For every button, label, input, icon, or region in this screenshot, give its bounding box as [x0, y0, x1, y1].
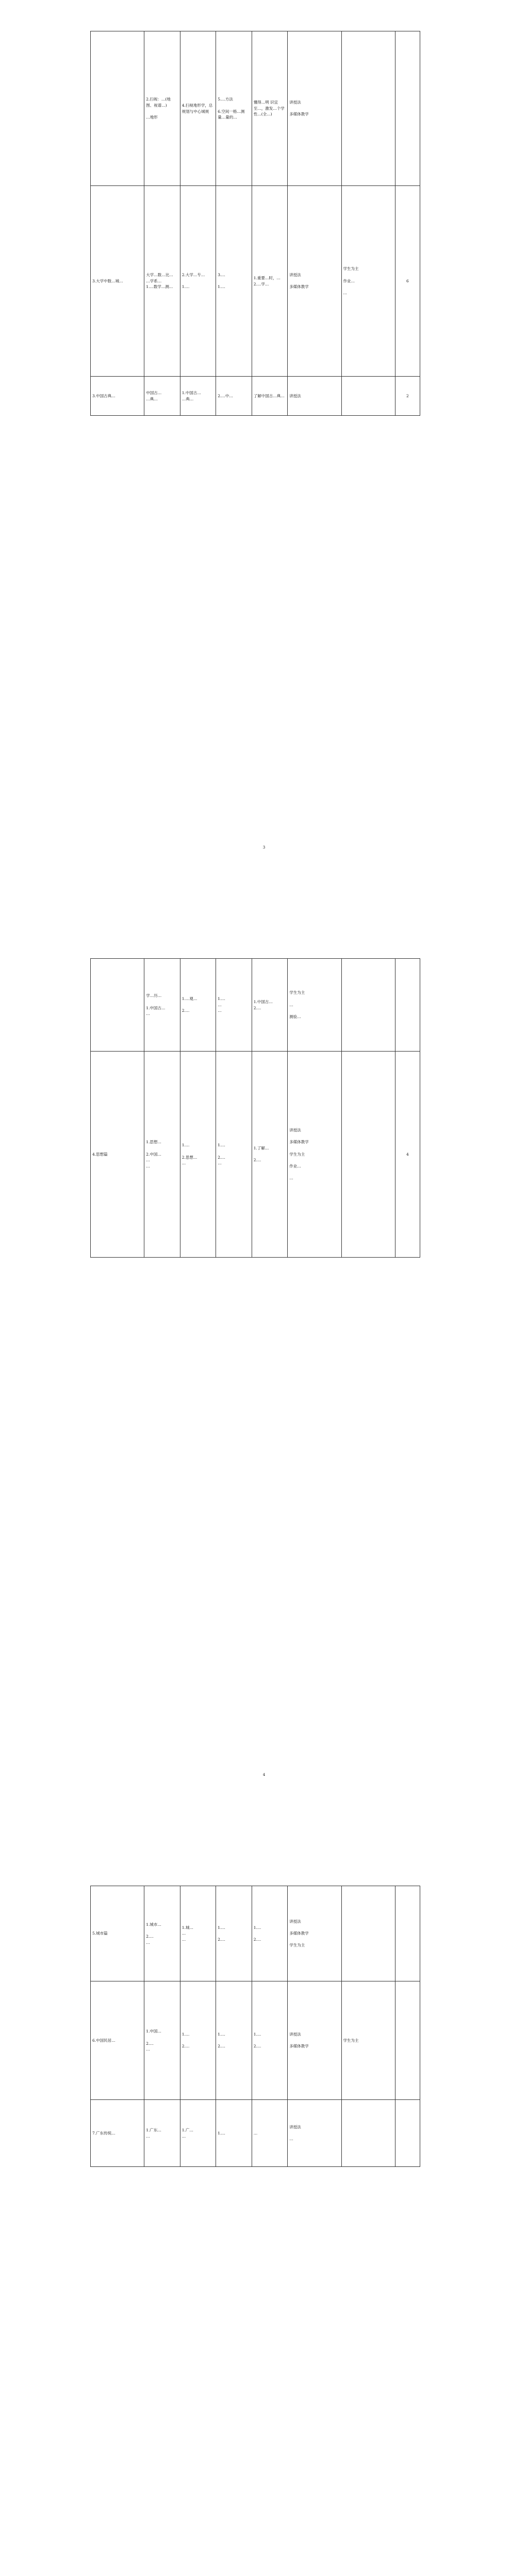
content-cell: 3.… 1.… — [216, 186, 252, 377]
module-cell: 4.思想篇 — [91, 1052, 144, 1258]
support-cell — [341, 1886, 395, 1981]
content-cell: 1.… 2.… — [216, 1886, 252, 1981]
hours-cell — [395, 2100, 420, 2167]
support-cell — [341, 959, 395, 1052]
support-cell — [341, 31, 395, 186]
support-cell — [341, 2100, 395, 2167]
method-cell: 学生为主 … 测验… — [288, 959, 341, 1052]
module-cell: 6.中国民居… — [91, 1981, 144, 2100]
content-cell: 1.广东… … — [144, 2100, 180, 2167]
content-cell: 5.…方法 6.空间一格…测量…量的… — [216, 31, 252, 186]
table-row — [91, 1981, 420, 2100]
module-cell: 3.中国古典… — [91, 377, 144, 416]
support-cell: 学生为主 作业… … — [341, 186, 395, 377]
table-row — [91, 31, 420, 186]
page-1 — [0, 0, 528, 876]
hours-cell — [395, 1886, 420, 1981]
hours-cell: 4 — [395, 1052, 420, 1258]
content-cell: 1.… … … — [216, 959, 252, 1052]
page-2 — [0, 927, 528, 1803]
goal-cell: 1.… 2.… — [252, 1886, 288, 1981]
method-cell: 讲授法 … — [288, 2100, 341, 2167]
page-3 — [0, 1855, 528, 2576]
content-cell: 2.扫视：…(地图、视谱…) …地形 — [144, 31, 180, 186]
support-cell — [341, 377, 395, 416]
content-cell: 1.… 2.… — [180, 1981, 216, 2100]
goal-cell: 了解中国古…典… — [252, 377, 288, 416]
content-cell: 1.广… … — [180, 2100, 216, 2167]
hours-cell: 6 — [395, 186, 420, 377]
content-cell: 1.城… … … — [180, 1886, 216, 1981]
hours-cell — [395, 1981, 420, 2100]
table-row — [91, 959, 420, 1052]
support-cell — [341, 1052, 395, 1258]
content-cell: 1.…观… 2.… — [180, 959, 216, 1052]
syllabus-table-page-3 — [90, 1886, 420, 2167]
goal-cell: … — [252, 2100, 288, 2167]
content-cell: 学…历… 1.中国古… … — [144, 959, 180, 1052]
content-cell: 大学…数…比… …学系… 1.…数学…测… — [144, 186, 180, 377]
module-cell: 5.城市篇 — [91, 1886, 144, 1981]
content-cell: 1.… 2.思想… … — [180, 1052, 216, 1258]
content-cell: 1.中国… 2.… … — [144, 1981, 180, 2100]
table-row — [91, 2100, 420, 2167]
method-cell: 讲授法 多媒体教学 学生为主 作业… … — [288, 1052, 341, 1258]
hours-cell: 2 — [395, 377, 420, 416]
table-row — [91, 186, 420, 377]
content-cell: 2.大学…专… 1.… — [180, 186, 216, 377]
page-number: 4 — [262, 1772, 266, 1777]
table-row — [91, 1052, 420, 1258]
module-cell: 7.广东传统… — [91, 2100, 144, 2167]
method-cell: 讲授法 多媒体教学 — [288, 31, 341, 186]
module-cell: 3.大学中数…城… — [91, 186, 144, 377]
module-cell — [91, 959, 144, 1052]
goal-cell: 懂得…明 识宜至…，激发…个学性…(全…) — [252, 31, 288, 186]
content-cell: 1.… 2.… — [216, 1981, 252, 2100]
goal-cell: 1.了解… 2.… — [252, 1052, 288, 1258]
module-cell — [91, 31, 144, 186]
content-cell: 1.… — [216, 2100, 252, 2167]
content-cell: 1.中国古… …典… — [180, 377, 216, 416]
goal-cell: 1.重要…时，… 2.…学… — [252, 186, 288, 377]
hours-cell — [395, 959, 420, 1052]
content-cell: 4.扫视地形学，总规划与中心城规 — [180, 31, 216, 186]
goal-cell: 1.… 2.… — [252, 1981, 288, 2100]
content-cell: 1.… 2.… … — [216, 1052, 252, 1258]
content-cell: 2.…中… — [216, 377, 252, 416]
method-cell: 讲授法 — [288, 377, 341, 416]
method-cell: 讲授法 多媒体教学 学生为主 — [288, 1886, 341, 1981]
method-cell: 讲授法 多媒体教学 — [288, 186, 341, 377]
page-number: 3 — [262, 845, 266, 850]
content-cell: 中国古… …典… — [144, 377, 180, 416]
syllabus-table-page-1 — [90, 31, 420, 416]
content-cell: 1.城市… 2.… … — [144, 1886, 180, 1981]
support-cell: 学生为主 — [341, 1981, 395, 2100]
syllabus-table-page-2 — [90, 958, 420, 1258]
table-row — [91, 1886, 420, 1981]
goal-cell: 1.中国古… 2.… — [252, 959, 288, 1052]
table-row — [91, 377, 420, 416]
method-cell: 讲授法 多媒体教学 — [288, 1981, 341, 2100]
hours-cell — [395, 31, 420, 186]
content-cell: 1.思想… 2.中国… … … — [144, 1052, 180, 1258]
